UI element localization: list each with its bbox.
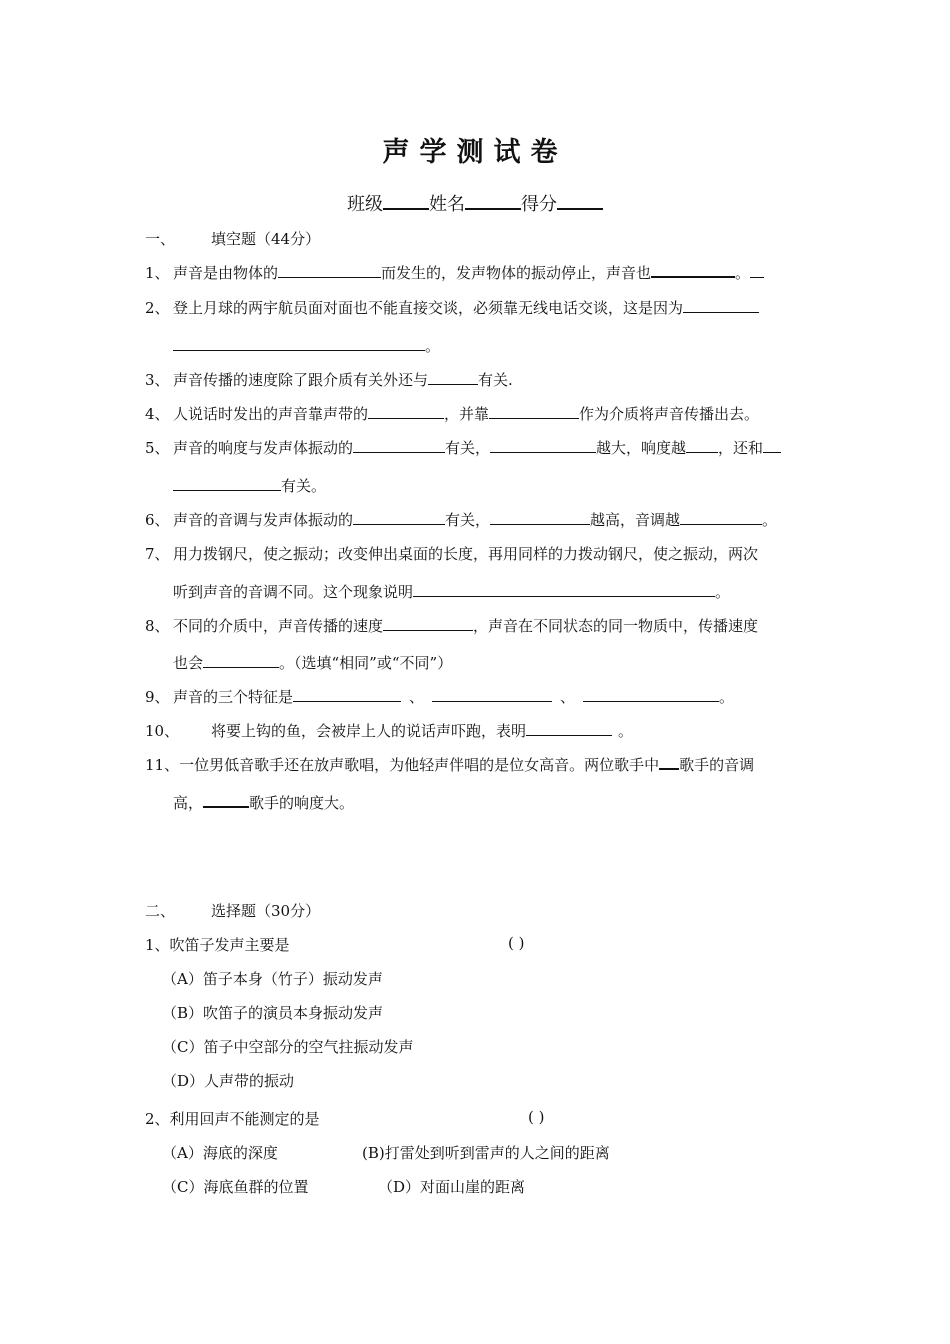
question-11: 11、一位男低音歌手还在放声歌唱，为他轻声伴唱的是位女高音。两位歌手中 歌手的音调 — [145, 756, 755, 774]
class-blank — [383, 194, 429, 210]
question-8-cont: 也会 。（选填“相同”或“不同”） — [173, 654, 453, 672]
question-6: 6、 声音的音调与发声体振动的 有关， 越高，音调越 。 — [145, 511, 778, 529]
question-10: 10、 将要上钩的鱼，会被岸上人的说话声吓跑，表明 。 — [145, 722, 634, 740]
mc-question-1-paren: ( ) — [508, 934, 525, 952]
question-3: 3、 声音传播的速度除了跟介质有关外还与 有关. — [145, 371, 513, 389]
mc-question-1: 1、吹笛子发声主要是 — [145, 936, 290, 954]
mc2-option-a: （A）海底的深度 — [162, 1144, 278, 1162]
class-label: 班级 — [347, 194, 383, 215]
page-title: 声学测试卷 — [382, 137, 568, 168]
question-2-cont: 。 — [173, 335, 440, 356]
mc2-option-c: （C）海底鱼群的位置 — [162, 1178, 309, 1196]
question-5: 5、 声音的响度与发声体振动的 有关， 越大，响度越 ，还和 — [145, 437, 781, 458]
score-label: 得分 — [521, 194, 557, 215]
mc1-option-d: （D）人声带的振动 — [162, 1072, 295, 1090]
mc-question-2: 2、利用回声不能测定的是 — [145, 1110, 320, 1128]
score-blank — [557, 194, 603, 210]
question-1: 1、 声音是由物体的 而发生的，发声物体的振动停止，声音也 。 — [145, 262, 764, 283]
question-11-cont: 高， 歌手的响度大。 — [173, 794, 355, 812]
mc2-option-b: (B)打雷处到听到雷声的人之间的距离 — [362, 1144, 610, 1162]
question-7: 7、 用力拨钢尺，使之振动；改变伸出桌面的长度，再用同样的力拨动钢尺，使之振动，两次 — [145, 545, 759, 563]
name-blank — [465, 194, 521, 210]
mc1-option-b: （B）吹笛子的演员本身振动发声 — [162, 1004, 384, 1022]
question-9: 9、 声音的三个特征是 、 、 。 — [145, 688, 735, 706]
mc2-option-d: （D）对面山崖的距离 — [378, 1178, 526, 1196]
section2-heading: 二、 选择题（30分） — [145, 902, 321, 920]
section1-heading: 一、 填空题（44分） — [145, 230, 321, 248]
question-2: 2、 登上月球的两宇航员面对面也不能直接交谈，必须靠无线电话交谈，这是因为 — [145, 297, 759, 318]
question-4: 4、 人说话时发出的声音靠声带的 ，并靠 作为介质将声音传播出去。 — [145, 405, 760, 423]
mc1-option-c: （C）笛子中空部分的空气拄振动发声 — [162, 1038, 414, 1056]
question-5-cont: 有关。 — [173, 475, 326, 496]
mc-question-2-paren: ( ) — [528, 1108, 545, 1126]
mc1-option-a: （A）笛子本身（竹子）振动发声 — [162, 970, 383, 988]
question-8: 8、 不同的介质中，声音传播的速度 ，声音在不同状态的同一物质中，传播速度 — [145, 617, 759, 635]
student-info-line — [0, 190, 950, 216]
question-7-cont: 听到声音的音调不同。这个现象说明 。 — [173, 583, 731, 601]
name-label: 姓名 — [429, 194, 465, 215]
